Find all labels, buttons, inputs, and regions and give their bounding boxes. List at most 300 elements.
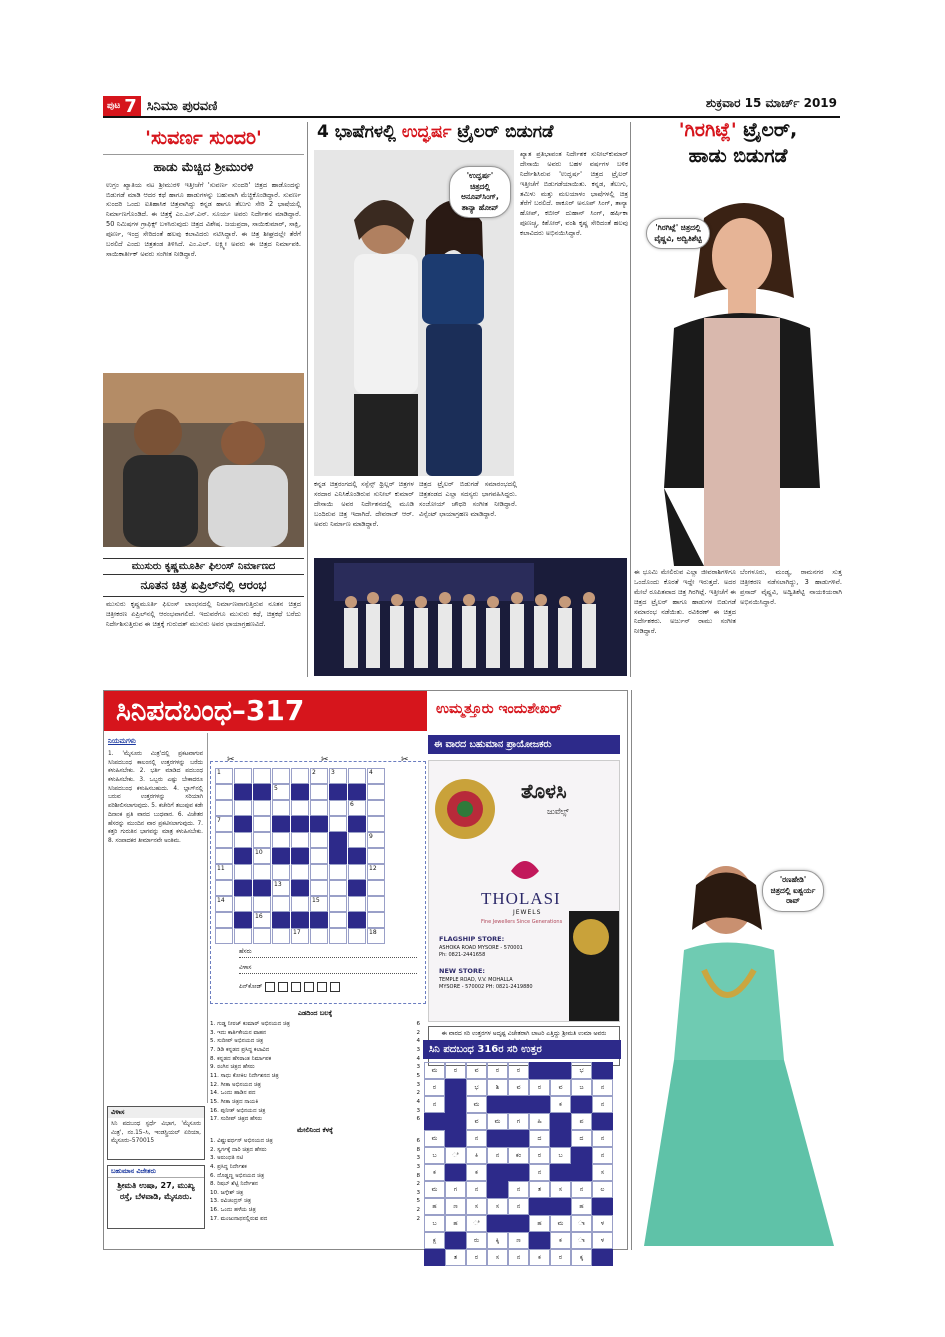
answer-cell: ಲ xyxy=(592,1181,613,1198)
new-store-title: NEW STORE: xyxy=(439,967,485,975)
clue-length: 5 xyxy=(416,1198,420,1205)
crossword-cell[interactable] xyxy=(348,832,366,848)
crossword-cell[interactable] xyxy=(367,800,385,816)
actress-2-photo xyxy=(634,860,842,1246)
crossword-cell xyxy=(310,912,328,928)
answer-cell: ಸ xyxy=(550,1181,571,1198)
clue-length: 2 xyxy=(416,1207,420,1214)
crossword-cell[interactable] xyxy=(234,800,252,816)
answer-cell xyxy=(571,1147,592,1164)
answer-cell: ಾ xyxy=(571,1232,592,1249)
story1-subtitle: ಹಾಡು ಮೆಚ್ಚಿದ ಶ್ರೀಮುರಳಿ xyxy=(153,159,254,174)
crossword-cell[interactable] xyxy=(253,768,271,784)
answer-cell xyxy=(550,1164,571,1181)
answer-cell xyxy=(445,1113,466,1130)
answer-cell: ಕ xyxy=(550,1232,571,1249)
crossword-cell[interactable] xyxy=(348,896,366,912)
crossword-cell[interactable] xyxy=(215,928,233,944)
across-clues xyxy=(210,1020,420,1124)
clue-text: 16. ಒಂದು ಹಳೆಯ ಚಿತ್ರ xyxy=(210,1207,256,1214)
answer-cell: ರ xyxy=(466,1249,487,1266)
answer-cell: ನ xyxy=(508,1181,529,1198)
answer-cell xyxy=(529,1232,550,1249)
page-number: 7 xyxy=(124,95,137,117)
answer-cell xyxy=(445,1164,466,1181)
two-men-photo xyxy=(103,373,304,547)
answer-cell: ಳ xyxy=(592,1232,613,1249)
crossword-cell[interactable] xyxy=(253,896,271,912)
clue-text: 1. ಗುಡ್ಡ ನೀರಜ್ ಕುಮಾರ್ ಅಭಿನಯದ ಚಿತ್ರ xyxy=(210,1021,290,1027)
across-clue xyxy=(210,1089,420,1098)
answer-cell xyxy=(445,1130,466,1147)
crossword-cell[interactable] xyxy=(367,896,385,912)
winner-text: ಶ್ರೀಮತಿ ಉಷಾ, 27, ಮುಖ್ಯ ರಸ್ತೆ, ಬೆಳವಾಡಿ, ಮೈಸೂರು. xyxy=(117,1181,195,1201)
story4-title-line2: ಹಾಡು ಬಿಡುಗಡೆ xyxy=(688,144,788,167)
crossword-cell[interactable] xyxy=(253,928,271,944)
across-clue xyxy=(210,1063,420,1072)
sponsor-note: ಈ ವಾರದ ಸರಿ ಉತ್ತರಗಳ ಅದೃಷ್ಟ ವಿಜೇತರಾಗಿ ಲಾಟರಿ ಎತ್ತಿದ್ದು ಶ್ರೀಮತಿ ಉಮಾ ಅವರು xyxy=(428,1026,620,1066)
crossword-cell[interactable] xyxy=(329,816,347,832)
pin-box[interactable] xyxy=(265,982,275,992)
crossword-cell[interactable] xyxy=(310,928,328,944)
crossword-cell[interactable] xyxy=(291,768,309,784)
clue-text: 17. ಮಂಜುನಾಥನಲ್ಲಿರುವ ಪದ xyxy=(210,1215,268,1222)
crossword-cell[interactable] xyxy=(291,896,309,912)
new-store-address: TEMPLE ROAD, V.V. MOHALLA xyxy=(439,977,513,983)
answer-cell: ಜ xyxy=(571,1079,592,1096)
across-clue xyxy=(210,1098,420,1107)
answer-cell: ಕ xyxy=(529,1249,550,1266)
crossword-cell[interactable]: 1 xyxy=(215,768,233,784)
address-title: ವಿಳಾಸ xyxy=(108,1107,204,1118)
crossword-cell[interactable] xyxy=(272,800,290,816)
clue-length: 6 xyxy=(416,1116,420,1123)
crossword-cell xyxy=(348,816,366,832)
tholasi-brand-sub: JEWELS xyxy=(513,909,542,916)
clue-length: 4 xyxy=(416,1038,420,1045)
clue-text: 8. ಕನ್ನಡದ ಹೆಸರಾಂತ ನಿರ್ಮಾಪಕ xyxy=(210,1055,272,1062)
answer-cell: ಕ್ಕ xyxy=(571,1249,592,1266)
answer-cell: ನ xyxy=(508,1198,529,1215)
sponsor-title: ಈ ವಾರದ ಬಹುಮಾನ ಪ್ರಾಯೋಜಕರು xyxy=(428,735,620,754)
answer-cell: ಪ xyxy=(571,1113,592,1130)
column-divider-1 xyxy=(307,122,308,677)
flagship-phone: Ph: 0821-2441658 xyxy=(439,952,486,958)
crossword-cell xyxy=(291,912,309,928)
form-pin-label: ಪಿನ್‌ಕೋಡ್ xyxy=(239,983,263,990)
answer-cell xyxy=(550,1113,571,1130)
crossword-cell[interactable] xyxy=(367,880,385,896)
down-clues xyxy=(210,1137,420,1224)
story3-title-prefix: 4 ಭಾಷೆಗಳಲ್ಲಿ xyxy=(317,122,402,142)
crossword-cell[interactable] xyxy=(215,848,233,864)
crossword-cell[interactable] xyxy=(215,800,233,816)
down-clue xyxy=(210,1180,420,1189)
story3-title-suffix: ಟ್ರೈಲರ್ ಬಿಡುಗಡೆ xyxy=(451,122,554,142)
clue-length: 3 xyxy=(416,1081,420,1088)
crossword-cell[interactable] xyxy=(348,864,366,880)
clue-length: 2 xyxy=(416,1181,420,1188)
answer-cell: ಹಿ xyxy=(529,1113,550,1130)
answer-cell: ನ xyxy=(529,1164,550,1181)
instructions-body: 1. 'ಮೈಸೂರು ಮಿತ್ರ'ದಲ್ಲಿ ಪ್ರಕಟವಾಗುವ ಸಿನಿಪದಬಂಧ ಕಾಲಂನಲ್ಲಿ ಉತ್ತರಗಳನ್ನು ಬರೆದು ಕಳುಹಿಸಬೇಕು. 2. ಭರ್ತಿ ಮಾಡಿದ ಪದಬಂಧ ಕಳುಹಿಸಬೇಕು. 3. ಒಬ್ಬರು ಎಷ್ಟು ಬೇಕಾದರೂ ಸಿನಿಪದಬಂಧ ಕಳುಹಿಸಬಹುದು. 4. ಬ್ಲಾಗ್‌ನಲ್ಲಿ ಬರುವ ಉತ್ತರಗಳನ್ನು ಸರಿಯಾಗಿ ಪರಿಶೀಲಿಸಲಾಗುವುದು. 5. ಕಚೇರಿಗೆ ತಲುಪುವ ಕಡೇ ದಿನಾಂಕ ಪ್ರತಿ ವಾರದ ಬುಧವಾರ. 6. ವಿಜೇತರ ಹೆಸರನ್ನು ಮುಂದಿನ ವಾರ ಪ್ರಕಟಿಸಲಾಗುವುದು. 7. ಕತ್ತರಿ ಗುರುತಿನ ಭಾಗವನ್ನು ಮಾತ್ರ ಕಳುಹಿಸಬೇಕು. 8. ಸಂಪಾದಕರ ತೀರ್ಮಾನವೇ ಅಂತಿಮ. xyxy=(108,751,203,844)
story3-title xyxy=(311,118,629,146)
answer-cell: ಗ xyxy=(508,1113,529,1130)
crossword-cell xyxy=(348,848,366,864)
answer-cell: ಿ xyxy=(466,1215,487,1232)
crossword-cell[interactable]: 17 xyxy=(291,928,309,944)
crossword-cell[interactable] xyxy=(329,896,347,912)
answer-cell xyxy=(424,1249,445,1266)
crossword-cell[interactable] xyxy=(291,800,309,816)
answer-cell xyxy=(487,1215,508,1232)
crossword-cutout xyxy=(210,755,426,1004)
crossword-cell[interactable] xyxy=(253,864,271,880)
answer-cell: ಬ xyxy=(424,1147,445,1164)
story4-photo2-caption: 'ರಣಹೇಡಿ' ಚಿತ್ರದಲ್ಲಿ ಐಶ್ವರ್ಯ ರಾವ್ xyxy=(762,870,824,912)
crossword-cell xyxy=(291,816,309,832)
crossword-cell[interactable]: 6 xyxy=(348,800,366,816)
crossword-cell[interactable] xyxy=(215,832,233,848)
crossword-cell xyxy=(291,848,309,864)
crossword-cell[interactable] xyxy=(253,832,271,848)
answer-cell: ಸ xyxy=(466,1198,487,1215)
crossword-cell xyxy=(348,784,366,800)
down-clue xyxy=(210,1215,420,1224)
answer-cell xyxy=(487,1096,508,1113)
winner-title: ಬಹುಮಾನ ವಿಜೇತರು xyxy=(108,1166,204,1178)
clue-text: 3. ಇದು ಕಾರ್ತಿಕೇಯನ ವಾಹನ xyxy=(210,1029,267,1036)
across-title: ಎಡದಿಂದ ಬಲಕ್ಕೆ xyxy=(297,1009,333,1017)
clue-text: 14. ಒಂದು ಹಾಡಿನ ಪದ xyxy=(210,1090,256,1097)
new-store-phone: MYSORE - 570002 PH: 0821-2419880 xyxy=(439,984,533,990)
clue-text: 9. ರಂಗಿನ ಚಿತ್ರದ ಹೆಸರು xyxy=(210,1064,255,1071)
pin-box[interactable] xyxy=(291,982,301,992)
crossword-cell[interactable] xyxy=(215,784,233,800)
answer-cell xyxy=(445,1096,466,1113)
answer-cell xyxy=(487,1130,508,1147)
story1-photo xyxy=(103,373,304,547)
answer-cell: ವ xyxy=(466,1113,487,1130)
crossword-cell[interactable]: 13 xyxy=(272,880,290,896)
answer-cell: ಗ xyxy=(445,1181,466,1198)
answer-cell: ನ xyxy=(508,1249,529,1266)
answer-cell: ಮ xyxy=(466,1096,487,1113)
pin-box[interactable] xyxy=(330,982,340,992)
answer-cell: ರ xyxy=(445,1062,466,1079)
form-address-label: ವಿಳಾಸ xyxy=(239,964,252,971)
story3-body-b: ಕನ್ನಡ ಚಿತ್ರರಂಗದಲ್ಲಿ ಸಸ್ಪೆನ್ಸ್ ಥ್ರಿಲ್ಲರ್ ಚಿತ್ರಗಳ ಸರದಾರ ಎನಿಸಿಕೊಂಡಿರುವ ಸುನೀಲ್ ಕುಮಾರ್ ದೇಸಾಯಿ ಅವರ ನಿರ್ದೇಶನದಲ್ಲಿ ಮೂಡಿ ಬಂದಿರುವ ಚಿತ್ರ ಇದಾಗಿದೆ. ದೇವರಾಜ್ ಆರ್. ಅವರು ನಿರ್ಮಾಣ ಮಾಡಿದ್ದಾರೆ. xyxy=(314,480,414,528)
answer-cell xyxy=(529,1198,550,1215)
clue-length: 4 xyxy=(416,1098,420,1105)
section-name: ಸಿನಿಮಾ ಪುರವಣಿ xyxy=(146,98,218,114)
answer-cell: ಕ್ಷ xyxy=(424,1232,445,1249)
scissors-icon: ✂ xyxy=(227,755,235,765)
across-clue xyxy=(210,1046,420,1055)
trailer-launch-stage-photo xyxy=(314,558,627,676)
answer-cell: ಕಂ xyxy=(508,1147,529,1164)
answer-cell: ರ xyxy=(424,1079,445,1096)
clue-text: 6. ದೊಡ್ಡಣ್ಣ ಅಭಿನಯದ ಚಿತ್ರ xyxy=(210,1172,265,1179)
crossword-cell[interactable] xyxy=(272,768,290,784)
answer-cell: ರ xyxy=(508,1062,529,1079)
answers-title: ಸಿನಿ ಪದಬಂಧ 316ರ ಸರಿ ಉತ್ತರ xyxy=(423,1040,621,1059)
answer-cell: ಕ xyxy=(466,1164,487,1181)
answer-cell xyxy=(550,1130,571,1147)
story3-body-a: ಖ್ಯಾತ ಪ್ರತಿಭಾವಂತ ನಿರ್ದೇಶಕ ಸುನೀಲ್‌ಕುಮಾರ್ ದೇಸಾಯಿ ಅವರು ಬಹಳ ವರ್ಷಗಳ ಬಳಿಕ ನಿರ್ದೇಶಿಸಿರುವ 'ಉದ್ಘರ್ಷ' ಚಿತ್ರದ ಟ್ರೈಲರ್ ಇತ್ತೀಚೆಗೆ ಬಿಡುಗಡೆಯಾಯಿತು. ಕನ್ನಡ, ತೆಲುಗು, ತಮಿಳು ಮತ್ತು ಮಲಯಾಳಂ ಭಾಷೆಗಳಲ್ಲಿ ಚಿತ್ರ ತೆರೆಗೆ ಬರಲಿದೆ. ಠಾಕೂರ್ ಅನೂಪ್ ಸಿಂಗ್, ತಾನ್ಯಾ ಹೋಪ್, ಕಬೀರ್ ದುಹಾನ್ ಸಿಂಗ್, ಹರ್ಷಿಕಾ ಪೂಣಚ್ಚ, ಕಿಶೋರ್, ವಂಶಿ ಕೃಷ್ಣ ಸೇರಿದಂತೆ ಹಲವು ಕಲಾವಿದರು ಅಭಿನಯಿಸಿದ್ದಾರೆ. xyxy=(520,150,628,238)
answer-cell: ನ xyxy=(466,1181,487,1198)
answer-cell: ಣ xyxy=(445,1198,466,1215)
story4-title-quoted: 'ಗಿರಗಿಟ್ಲೆ' xyxy=(678,119,737,141)
crossword-cell xyxy=(272,912,290,928)
clue-length: 2 xyxy=(416,1090,420,1097)
crossword-cell[interactable] xyxy=(367,912,385,928)
clue-length: 3 xyxy=(416,1107,420,1114)
form-address-row xyxy=(239,964,417,974)
answer-cell: ನ xyxy=(592,1147,613,1164)
pin-box[interactable] xyxy=(317,982,327,992)
clue-text: 2. ಸ್ವರ್ಗಕ್ಕೆ ದಾರಿ ಚಿತ್ರದ ಹೆಸರು xyxy=(210,1146,267,1153)
story4-title-line1 xyxy=(634,118,842,142)
crossword-cell[interactable] xyxy=(253,800,271,816)
answer-cell: ವ xyxy=(550,1079,571,1096)
crossword-cell[interactable] xyxy=(215,880,233,896)
story3-body-c: ಚಿತ್ರದ ಟ್ರೈಲರ್ ಬಿಡುಗಡೆ ಸಮಾರಂಭದಲ್ಲಿ ಚಿತ್ರತಂಡದ ಎಲ್ಲಾ ಸದಸ್ಯರು ಭಾಗವಹಿಸಿದ್ದರು. ಸಂಜೋಯ್ ಚೌಧರಿ ಸಂಗೀತ ನೀಡಿದ್ದಾರೆ. ವಿನ್ಸೆಂಟ್ ಛಾಯಾಗ್ರಹಣ ಮಾಡಿದ್ದಾರೆ. xyxy=(419,480,517,518)
crossword-cell[interactable] xyxy=(234,896,252,912)
down-clue xyxy=(210,1154,420,1163)
clue-text: 17. ಸುದೀಪ್ ಚಿತ್ರದ ಹೆಸರು xyxy=(210,1116,262,1123)
answer-cell: ಾ xyxy=(571,1215,592,1232)
crossword-author: ಉಮ್ಮತ್ತೂರು ಇಂದುಶೇಖರ್ xyxy=(436,701,562,717)
form-name-row xyxy=(239,948,417,958)
answer-cell xyxy=(508,1164,529,1181)
tholasi-tagline: Fine Jewellers Since Generations xyxy=(481,919,563,925)
crossword-cell[interactable] xyxy=(329,912,347,928)
crossword-cell xyxy=(291,880,309,896)
crossword-cell[interactable]: 4 xyxy=(367,768,385,784)
across-clue xyxy=(210,1081,420,1090)
flagship-title: FLAGSHIP STORE: xyxy=(439,935,505,943)
down-clue xyxy=(210,1189,420,1198)
answer-cell: ಣ xyxy=(508,1232,529,1249)
story1-body: ಉಗ್ರಂ ಖ್ಯಾತಿಯ ನಟ ಶ್ರೀಮುರಳಿ ಇತ್ತೀಚೆಗೆ 'ಸುವರ್ಣ ಸುಂದರಿ' ಚಿತ್ರದ ಹಾಡೊಂದನ್ನು ಬಿಡುಗಡೆ ಮಾಡಿ ಆದರ ಕಥೆ ಹಾಗೂ ಹಾಡುಗಳನ್ನು ಬಹುವಾಗಿ ಮೆಚ್ಚಿಕೊಂಡಿದ್ದಾರೆ. ಸುವರ್ಣ ಸುಂದರಿ ಒಂದು ಐತಿಹಾಸಿಕ ಚಿತ್ರವಾಗಿದ್ದು ಕನ್ನಡ ಹಾಗೂ ತೆಲುಗು ಸೇರಿ 2 ಭಾಷೆಯಲ್ಲಿ ನಿರ್ಮಾಣಗೊಂಡಿದೆ. ಈ ಚಿತ್ರಕ್ಕೆ ಎಂ.ಎಸ್.ಎನ್. ಸೂರ್ಯ ಅವರು ನಿರ್ದೇಶನ ಮಾಡಿದ್ದಾರೆ. 50 ನಿಮಿಷಗಳ ಗ್ರಾಫಿಕ್ಸ್ ಬಳಸಿರುವುದು ಚಿತ್ರದ ವಿಶೇಷ. ಜಯಪ್ರದಾ, ಸಾಯಿಕುಮಾರ್, ಸಾಕ್ಷಿ, ಪೂರ್ಣ, ಇಂದ್ರ ಸೇರಿದಂತೆ ಹಲವು ಕಲಾವಿದರು ನಟಿಸಿದ್ದಾರೆ. ಈ ಚಿತ್ರ ಶೀಘ್ರದಲ್ಲೇ ತೆರೆಗೆ ಬರಲಿದೆ ಎಂದು ಚಿತ್ರತಂಡ ತಿಳಿಸಿದೆ. ಎಂ.ಎಲ್. ಲಕ್ಷ್ಮೀ ಅವರು ಈ ಚಿತ್ರದ ನಿರ್ಮಾಪಕಿ. ಸಾಯಿಕಾರ್ತೀಕ್ ಅವರು ಸಂಗೀತ ನೀಡಿದ್ದಾರೆ. xyxy=(106,180,301,258)
answer-cell: ಹ xyxy=(424,1198,445,1215)
answer-cell: ಮ xyxy=(424,1181,445,1198)
story2-title-1: ಮುಸುರು ಕೃಷ್ಣಮೂರ್ತಿ ಫಿಲಂಸ್ ನಿರ್ಮಾಣದ xyxy=(103,558,304,575)
crossword-cell[interactable]: 16 xyxy=(253,912,271,928)
crossword-cell[interactable] xyxy=(367,784,385,800)
crossword-cell[interactable] xyxy=(272,832,290,848)
story2-body: ಮುಸುರು ಕೃಷ್ಣಮೂರ್ತಿ ಫಿಲಂಸ್ ಲಾಂಛನದಲ್ಲಿ ನಿರ್ಮಾಣವಾಗುತ್ತಿರುವ ನೂತನ ಚಿತ್ರದ ಚಿತ್ರೀಕರಣ ಏಪ್ರಿಲ್‌ನಲ್ಲಿ ಆರಂಭವಾಗಲಿದೆ. ಇದುವರೆಗೂ ಮುಸುರು ಕಥೆ, ಚಿತ್ರಕಥೆ ಬರೆದು ನಿರ್ದೇಶಿಸುತ್ತಿರುವ ಈ ಚಿತ್ರಕ್ಕೆ ಗುರುದತ್ ಮುಸುರು ಅವರ ಛಾಯಾಗ್ರಹಣವಿದೆ. xyxy=(106,600,301,628)
clue-text: 5. ಸುದೀಪ್ ಅಭಿನಯದ ಚಿತ್ರ xyxy=(210,1038,264,1045)
crossword-cell[interactable] xyxy=(253,816,271,832)
crossword-cell[interactable]: 5 xyxy=(272,784,290,800)
answer-cell xyxy=(592,1198,613,1215)
crossword-cell[interactable] xyxy=(348,928,366,944)
answer-cell: ಕ್ಕಿ xyxy=(487,1232,508,1249)
crossword-cell xyxy=(234,848,252,864)
crossword-cell xyxy=(348,880,366,896)
across-clue xyxy=(210,1020,420,1029)
story1-title: 'ಸುವರ್ಣ ಸುಂದರಿ' xyxy=(103,122,304,155)
answer-cell xyxy=(529,1062,550,1079)
sponsor-box xyxy=(428,735,620,1065)
crossword-cell[interactable] xyxy=(348,768,366,784)
crossword-cell[interactable] xyxy=(272,928,290,944)
crossword-cell[interactable] xyxy=(367,816,385,832)
clue-text: 8. ರಿಷಬ್ ಶೆಟ್ಟಿ ನಿರ್ದೇಶನ xyxy=(210,1181,259,1188)
crossword-clues xyxy=(210,1009,420,1247)
crossword-cell[interactable]: 3 xyxy=(329,768,347,784)
crossword-title-bar xyxy=(104,691,427,731)
crossword-cell[interactable]: 15 xyxy=(310,896,328,912)
clue-text: 11. ಸಾಧು ಕೋಕಿಲ ನಿರ್ದೇಶನದ ಚಿತ್ರ xyxy=(210,1072,279,1079)
crossword-cell[interactable] xyxy=(310,848,328,864)
scissors-icon: ✂ xyxy=(321,755,329,765)
answer-cell: ರ xyxy=(487,1062,508,1079)
crossword-cell xyxy=(348,912,366,928)
clue-text: 15. ಗೀತಾ ಚಿತ್ರದ ನಾಯಕಿ xyxy=(210,1098,259,1105)
crossword-cell[interactable] xyxy=(329,928,347,944)
story3-photo-caption: 'ಉದ್ಘರ್ಷ' ಚಿತ್ರದಲ್ಲಿ ಅನೂಪ್‌ಸಿಂಗ್, ತಾನ್ಯಾ ಹೋಪ್ xyxy=(449,166,511,218)
story-musuru xyxy=(103,558,304,676)
answer-cell: ಸ xyxy=(487,1198,508,1215)
crossword-cell[interactable] xyxy=(329,864,347,880)
crossword-cell xyxy=(234,816,252,832)
column-divider-2 xyxy=(630,122,631,677)
answer-cell: ಸ xyxy=(592,1164,613,1181)
crossword-cell[interactable] xyxy=(310,800,328,816)
pin-box[interactable] xyxy=(278,982,288,992)
answer-cell xyxy=(508,1130,529,1147)
down-clue xyxy=(210,1172,420,1181)
clue-length: 5 xyxy=(416,1072,420,1079)
answer-cell xyxy=(592,1062,613,1079)
clue-text: 3. ಅರುಂಧತಿ ನಟಿ xyxy=(210,1155,244,1162)
answer-cell xyxy=(445,1232,466,1249)
crossword-cell[interactable] xyxy=(272,864,290,880)
crossword-cell xyxy=(329,848,347,864)
answer-cell: ಮ xyxy=(424,1130,445,1147)
story4-title-rest: ಟ್ರೈಲರ್, xyxy=(736,119,798,141)
answer-cell xyxy=(424,1113,445,1130)
clue-length: 8 xyxy=(416,1146,420,1153)
clue-length: 3 xyxy=(416,1046,420,1053)
crossword-cell xyxy=(310,816,328,832)
story4-photo-2 xyxy=(634,860,842,1246)
answer-cell: ರ xyxy=(529,1079,550,1096)
crossword-cell[interactable]: 9 xyxy=(367,832,385,848)
answer-cell xyxy=(445,1079,466,1096)
story4-body-2: ಬೆಂಗಳೂರು, ಮಂಡ್ಯ, ರಾಮನಗರ ಸುತ್ತ ಚಿತ್ರೀಕರಣ ನಡೆಸಲಾಗಿದ್ದು, 3 ಹಾಡುಗಳಿವೆ. ಪ್ರಸಾದ್ ವೈಷ್ಣವಿ, ಅದ್ವಿತಿಶೆಟ್ಟಿ ನಾಯಕಿಯರಾಗಿ ಅಭಿನಯಿಸಿದ್ದಾರೆ. xyxy=(740,568,842,606)
winner-box xyxy=(107,1165,205,1229)
page-label: ಪುಟ xyxy=(107,101,121,111)
answer-cell: ನ xyxy=(466,1130,487,1147)
answer-cell: ನ xyxy=(487,1147,508,1164)
down-clue xyxy=(210,1197,420,1206)
crossword-cell[interactable] xyxy=(329,800,347,816)
clue-length: 2 xyxy=(416,1029,420,1036)
crossword-cell[interactable] xyxy=(291,832,309,848)
crossword-cell[interactable] xyxy=(367,848,385,864)
answer-cell xyxy=(508,1096,529,1113)
answer-cell: ಮ xyxy=(424,1062,445,1079)
crossword-cell xyxy=(253,784,271,800)
crossword-cell[interactable]: 12 xyxy=(367,864,385,880)
answer-cell: ಬ xyxy=(424,1215,445,1232)
answer-cell: ಮ xyxy=(487,1113,508,1130)
answer-cell: ಿ xyxy=(445,1147,466,1164)
crossword-cell xyxy=(272,848,290,864)
crossword-cell[interactable] xyxy=(272,896,290,912)
clue-text: 13. ರವಿಚಂದ್ರನ್ ಚಿತ್ರ xyxy=(210,1198,252,1205)
down-clue xyxy=(210,1206,420,1215)
crossword-cell[interactable] xyxy=(234,768,252,784)
down-clue xyxy=(210,1146,420,1155)
crossword-cell[interactable] xyxy=(310,864,328,880)
crossword-cell[interactable] xyxy=(310,832,328,848)
answer-cell: ಕ xyxy=(550,1096,571,1113)
across-clue xyxy=(210,1115,420,1124)
crossword-cell[interactable]: 11 xyxy=(215,864,233,880)
answer-cell: ರ xyxy=(550,1249,571,1266)
crossword-instructions xyxy=(104,733,208,1103)
clue-text: 4. ಪ್ರಸಿದ್ಧ ನಿರ್ದೇಶಕ xyxy=(210,1163,247,1170)
answer-cell: ನ xyxy=(424,1096,445,1113)
story2-title-2: ನೂತನ ಚಿತ್ರ ಏಪ್ರಿಲ್‌ನಲ್ಲಿ ಆರಂಭ xyxy=(103,575,304,597)
crossword-cell xyxy=(329,784,347,800)
clue-text: 12. ಗೀತಾ ಅಭಿನಯದ ಚಿತ್ರ xyxy=(210,1081,261,1088)
crossword-cell[interactable] xyxy=(310,784,328,800)
down-clue xyxy=(210,1163,420,1172)
crossword-cell xyxy=(234,912,252,928)
crossword-cell[interactable]: 2 xyxy=(310,768,328,784)
crossword-cell[interactable] xyxy=(234,832,252,848)
answer-cell: ಸ xyxy=(487,1249,508,1266)
crossword-cell xyxy=(272,816,290,832)
crossword-cell[interactable]: 10 xyxy=(253,848,271,864)
crossword-cell[interactable] xyxy=(310,880,328,896)
crossword-cell[interactable]: 18 xyxy=(367,928,385,944)
clue-length: 4 xyxy=(416,1055,420,1062)
scissors-icon: ✂ xyxy=(401,755,409,765)
crossword-cell[interactable]: 7 xyxy=(215,816,233,832)
clue-text: 7. ಡಿಡಿ ಕನ್ನಡದ ಪ್ರಸಿದ್ಧ ಕಲಾವಿದ xyxy=(210,1046,270,1053)
crossword-cell[interactable] xyxy=(234,864,252,880)
crossword-address-box xyxy=(107,1106,205,1160)
answer-cell: ರ xyxy=(529,1147,550,1164)
across-clue xyxy=(210,1072,420,1081)
crossword-cell[interactable] xyxy=(215,912,233,928)
clue-length: 3 xyxy=(416,1155,420,1162)
crossword-cell[interactable]: 14 xyxy=(215,896,233,912)
tholasi-logo-kn: ತೊಳಸಿ xyxy=(521,779,567,803)
clue-length: 3 xyxy=(416,1064,420,1071)
answer-cell xyxy=(487,1181,508,1198)
answer-cell xyxy=(487,1164,508,1181)
crossword-cell[interactable] xyxy=(329,880,347,896)
crossword-cell[interactable] xyxy=(234,928,252,944)
pin-box[interactable] xyxy=(304,982,314,992)
clue-text: 16. ಪುನೀತ್ ಅಭಿನಯದ ಚಿತ್ರ xyxy=(210,1107,266,1114)
down-clue xyxy=(210,1137,420,1146)
answer-cell xyxy=(550,1062,571,1079)
crossword-cell[interactable] xyxy=(291,864,309,880)
answer-cell: ನ xyxy=(592,1130,613,1147)
answer-cell: ತ xyxy=(445,1249,466,1266)
crossword-title: ಸಿನಿಪದಬಂಧ–317 xyxy=(116,694,305,727)
address-body: ಸಿನಿ ಪದಬಂಧ ಸ್ಪರ್ಧೆ ವಿಭಾಗ, 'ಮೈಸೂರು ಮಿತ್ರ', ನಂ.15–ಸಿ, ಇಂಡಸ್ಟ್ರಿಯಲ್ ಏರಿಯಾ, ಮೈಸೂರು–570015 xyxy=(111,1121,201,1145)
